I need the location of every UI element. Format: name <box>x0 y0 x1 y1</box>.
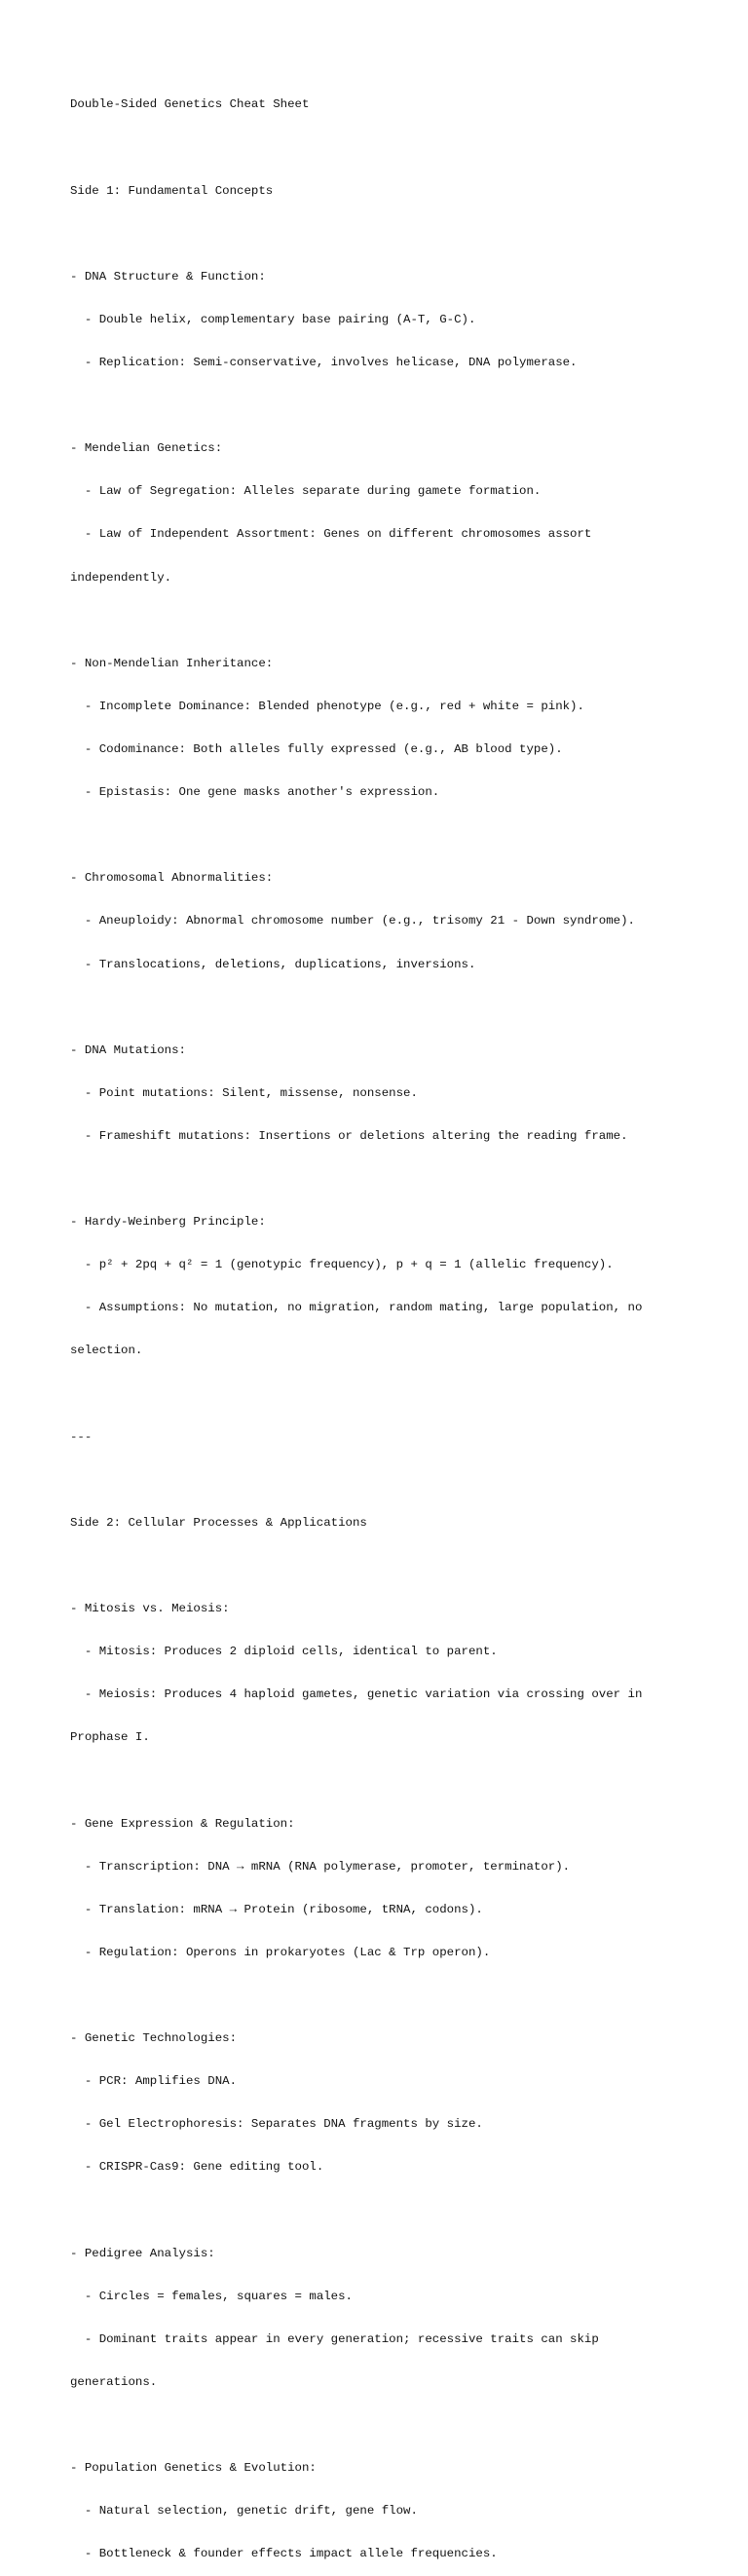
bullet-line: - Codominance: Both alleles fully expressed (e.g., AB blood type). <box>70 741 563 756</box>
blank-line <box>70 1559 674 1573</box>
blank-line <box>70 1172 674 1187</box>
bullet-continuation: Prophase I. <box>70 1730 150 1745</box>
section-heading-dna-mutations: - DNA Mutations: <box>70 1042 186 1057</box>
blank-line <box>70 2418 674 2433</box>
bullet-continuation: independently. <box>70 570 172 585</box>
bullet-line: - Point mutations: Silent, missense, nonsense. <box>70 1085 418 1100</box>
section-heading-dna-structure: - DNA Structure & Function: <box>70 269 266 284</box>
bullet-line: - Assumptions: No mutation, no migration, random mating, large population, no <box>70 1301 643 1315</box>
bullet-line: - Incomplete Dominance: Blended phenotype (e.g., red + white = pink). <box>70 699 584 713</box>
bullet-line: - Double helix, complementary base pairing (A-T, G-C). <box>70 312 476 326</box>
blank-line <box>70 227 674 242</box>
bullet-continuation: generations. <box>70 2375 158 2389</box>
blank-line <box>70 2204 674 2218</box>
bullet-line: - Epistasis: One gene masks another's expression. <box>70 785 440 800</box>
side-1-heading: Side 1: Fundamental Concepts <box>70 183 274 198</box>
blank-line <box>70 398 674 413</box>
bullet-line: - Natural selection, genetic drift, gene flow. <box>70 2504 418 2519</box>
section-heading-pedigree: - Pedigree Analysis: <box>70 2246 215 2260</box>
section-heading-mitosis-meiosis: - Mitosis vs. Meiosis: <box>70 1602 230 1616</box>
cheat-sheet-document <box>70 69 674 2576</box>
bullet-line: - Translation: mRNA → Protein (ribosome, tRNA, codons). <box>70 1902 483 1916</box>
bullet-line: - Transcription: DNA → mRNA (RNA polymerase, promoter, terminator). <box>70 1859 571 1874</box>
blank-line <box>70 828 674 843</box>
section-heading-genetic-technologies: - Genetic Technologies: <box>70 2031 238 2046</box>
section-heading-chromosomal: - Chromosomal Abnormalities: <box>70 871 274 886</box>
section-heading-mendelian: - Mendelian Genetics: <box>70 441 223 456</box>
bullet-line: - Regulation: Operons in prokaryotes (Lac & Trp operon). <box>70 1945 491 1959</box>
bullet-line: - Meiosis: Produces 4 haploid gametes, genetic variation via crossing over in <box>70 1687 643 1702</box>
bullet-line: - Mitosis: Produces 2 diploid cells, identical to parent. <box>70 1645 498 1659</box>
blank-line <box>70 1774 674 1789</box>
bullet-line: - Bottleneck & founder effects impact allele frequencies. <box>70 2547 498 2561</box>
blank-line <box>70 1387 674 1402</box>
section-heading-non-mendelian: - Non-Mendelian Inheritance: <box>70 656 274 670</box>
bullet-line: - Circles = females, squares = males. <box>70 2289 353 2303</box>
bullet-continuation: selection. <box>70 1344 143 1358</box>
bullet-line: - Replication: Semi-conservative, involves helicase, DNA polymerase. <box>70 356 578 370</box>
blank-line <box>70 141 674 156</box>
side-2-heading: Side 2: Cellular Processes & Applications <box>70 1515 367 1530</box>
bullet-line: - p² + 2pq + q² = 1 (genotypic frequency), p + q = 1 (allelic frequency). <box>70 1258 614 1272</box>
bullet-line: - Dominant traits appear in every generation; recessive traits can skip <box>70 2331 599 2346</box>
blank-line <box>70 1001 674 1015</box>
bullet-line: - Gel Electrophoresis: Separates DNA fragments by size. <box>70 2117 483 2132</box>
section-heading-gene-expression: - Gene Expression & Regulation: <box>70 1816 295 1831</box>
bullet-line: - Translocations, deletions, duplications, inversions. <box>70 957 476 971</box>
bullet-line: - Law of Independent Assortment: Genes on different chromosomes assort <box>70 527 592 542</box>
blank-line <box>70 1989 674 2003</box>
bullet-line: - Aneuploidy: Abnormal chromosome number (e.g., trisomy 21 - Down syndrome). <box>70 914 635 928</box>
bullet-line: - Frameshift mutations: Insertions or deletions altering the reading frame. <box>70 1128 628 1143</box>
blank-line <box>70 614 674 628</box>
section-heading-hardy-weinberg: - Hardy-Weinberg Principle: <box>70 1215 266 1230</box>
bullet-line: - PCR: Amplifies DNA. <box>70 2074 238 2089</box>
section-heading-population-genetics: - Population Genetics & Evolution: <box>70 2461 317 2476</box>
bullet-line: - CRISPR-Cas9: Gene editing tool. <box>70 2160 324 2175</box>
document-title: Double-Sided Genetics Cheat Sheet <box>70 97 310 112</box>
divider-text: --- <box>70 1429 93 1444</box>
blank-line <box>70 1473 674 1488</box>
bullet-line: - Law of Segregation: Alleles separate during gamete formation. <box>70 484 542 499</box>
